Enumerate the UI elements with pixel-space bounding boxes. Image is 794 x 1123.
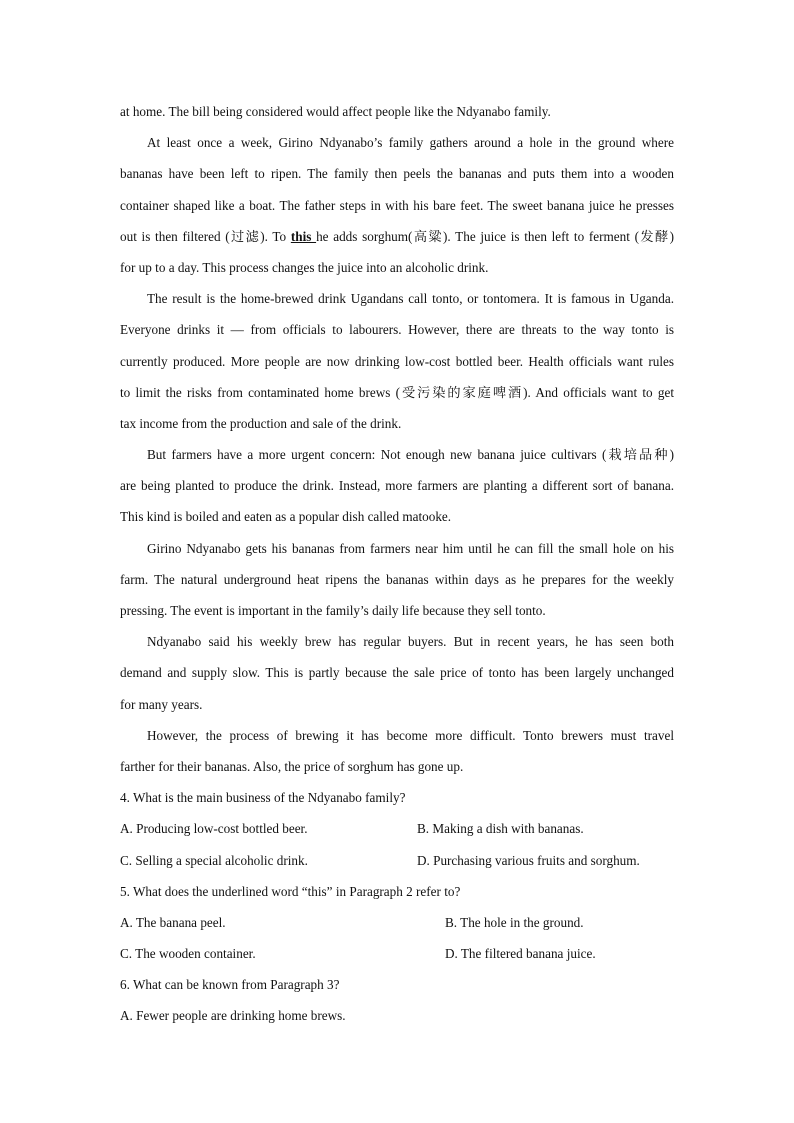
- paragraph-2-line: for up to a day. This process changes the juice into an alcoholic drink.: [120, 259, 489, 275]
- document-page: [120, 96, 674, 1032]
- question-5-stem: 5. What does the underlined word “this” in Paragraph 2 refer to?: [120, 883, 461, 899]
- paragraph-5-line: farm. The natural underground heat ripens the bananas within days as he prepares for the weekly: [120, 571, 674, 587]
- question-4-options-row-2: [120, 845, 674, 876]
- paragraph-3-line: to limit the risks from contaminated home brews (受污染的家庭啤酒). And officials want to get: [120, 384, 674, 400]
- paragraph-4-line: This kind is boiled and eaten as a popular dish called matooke.: [120, 509, 452, 525]
- question-5-option-d[interactable]: D. The filtered banana juice.: [445, 946, 596, 962]
- paragraph-2-text: out is then filtered (过滤). To: [120, 228, 291, 244]
- question-5-options-row-2: [120, 938, 674, 969]
- paragraph-6-line: demand and supply slow. This is partly because the sale price of tonto has been largely unchanged: [120, 665, 674, 681]
- question-4-option-d[interactable]: D. Purchasing various fruits and sorghum.: [417, 852, 640, 868]
- underlined-word-this: this: [290, 228, 317, 244]
- question-5-option-b[interactable]: B. The hole in the ground.: [445, 914, 584, 930]
- paragraph-1-line: at home. The bill being considered would affect people like the Ndyanabo family.: [120, 104, 551, 119]
- question-4-option-b[interactable]: B. Making a dish with bananas.: [417, 821, 584, 837]
- paragraph-7-line: However, the process of brewing it has become more difficult. Tonto brewers must travel: [147, 727, 674, 743]
- question-5-options-row-1: [120, 907, 674, 938]
- question-5-option-a[interactable]: A. The banana peel.: [120, 914, 226, 930]
- paragraph-6-line: Ndyanabo said his weekly brew has regular buyers. But in recent years, he has seen both: [147, 634, 674, 650]
- question-6-stem: 6. What can be known from Paragraph 3?: [120, 977, 340, 993]
- paragraph-3-line: currently produced. More people are now drinking low-cost bottled beer. Health officials want rules: [120, 353, 674, 369]
- paragraph-5-line: Girino Ndyanabo gets his bananas from farmers near him until he can fill the small hole on his: [147, 540, 674, 556]
- paragraph-3-line: Everyone drinks it — from officials to labourers. However, there are threats to the way tonto is: [120, 322, 674, 338]
- paragraph-3-line: tax income from the production and sale of the drink.: [120, 415, 402, 431]
- question-4-option-a[interactable]: A. Producing low-cost bottled beer.: [120, 821, 308, 837]
- paragraph-2-line: bananas have been left to ripen. The family then peels the bananas and puts them into a wooden: [120, 166, 674, 182]
- paragraph-2-text: he adds sorghum(高粱). The juice is then left to ferment (发酵): [316, 228, 674, 244]
- question-5-option-c[interactable]: C. The wooden container.: [120, 946, 256, 962]
- question-4-option-c[interactable]: C. Selling a special alcoholic drink.: [120, 852, 308, 868]
- paragraph-2-line: At least once a week, Girino Ndyanabo’s family gathers around a hole in the ground where: [147, 135, 674, 151]
- paragraph-5-line: pressing. The event is important in the family’s daily life because they sell tonto.: [120, 603, 546, 618]
- paragraph-7-line: farther for their bananas. Also, the price of sorghum has gone up.: [120, 758, 464, 774]
- question-6-option-a[interactable]: A. Fewer people are drinking home brews.: [120, 1008, 346, 1024]
- paragraph-6-line: for many years.: [120, 696, 203, 712]
- paragraph-4-line: But farmers have a more urgent concern: Not enough new banana juice cultivars (栽培品种): [147, 447, 674, 463]
- paragraph-2-line: container shaped like a boat. The father steps in with his bare feet. The sweet banana juice he presses: [120, 197, 674, 213]
- question-4-stem: 4. What is the main business of the Ndyanabo family?: [120, 790, 406, 806]
- paragraph-2-line-with-underline: [120, 221, 674, 252]
- question-6-options-row-1: [120, 1000, 674, 1031]
- question-4-options-row-1: [120, 813, 674, 844]
- paragraph-4-line: are being planted to produce the drink. Instead, more farmers are planting a different sort of banana.: [120, 478, 674, 494]
- paragraph-3-line: The result is the home-brewed drink Ugandans call tonto, or tontomera. It is famous in Uganda.: [147, 291, 674, 307]
